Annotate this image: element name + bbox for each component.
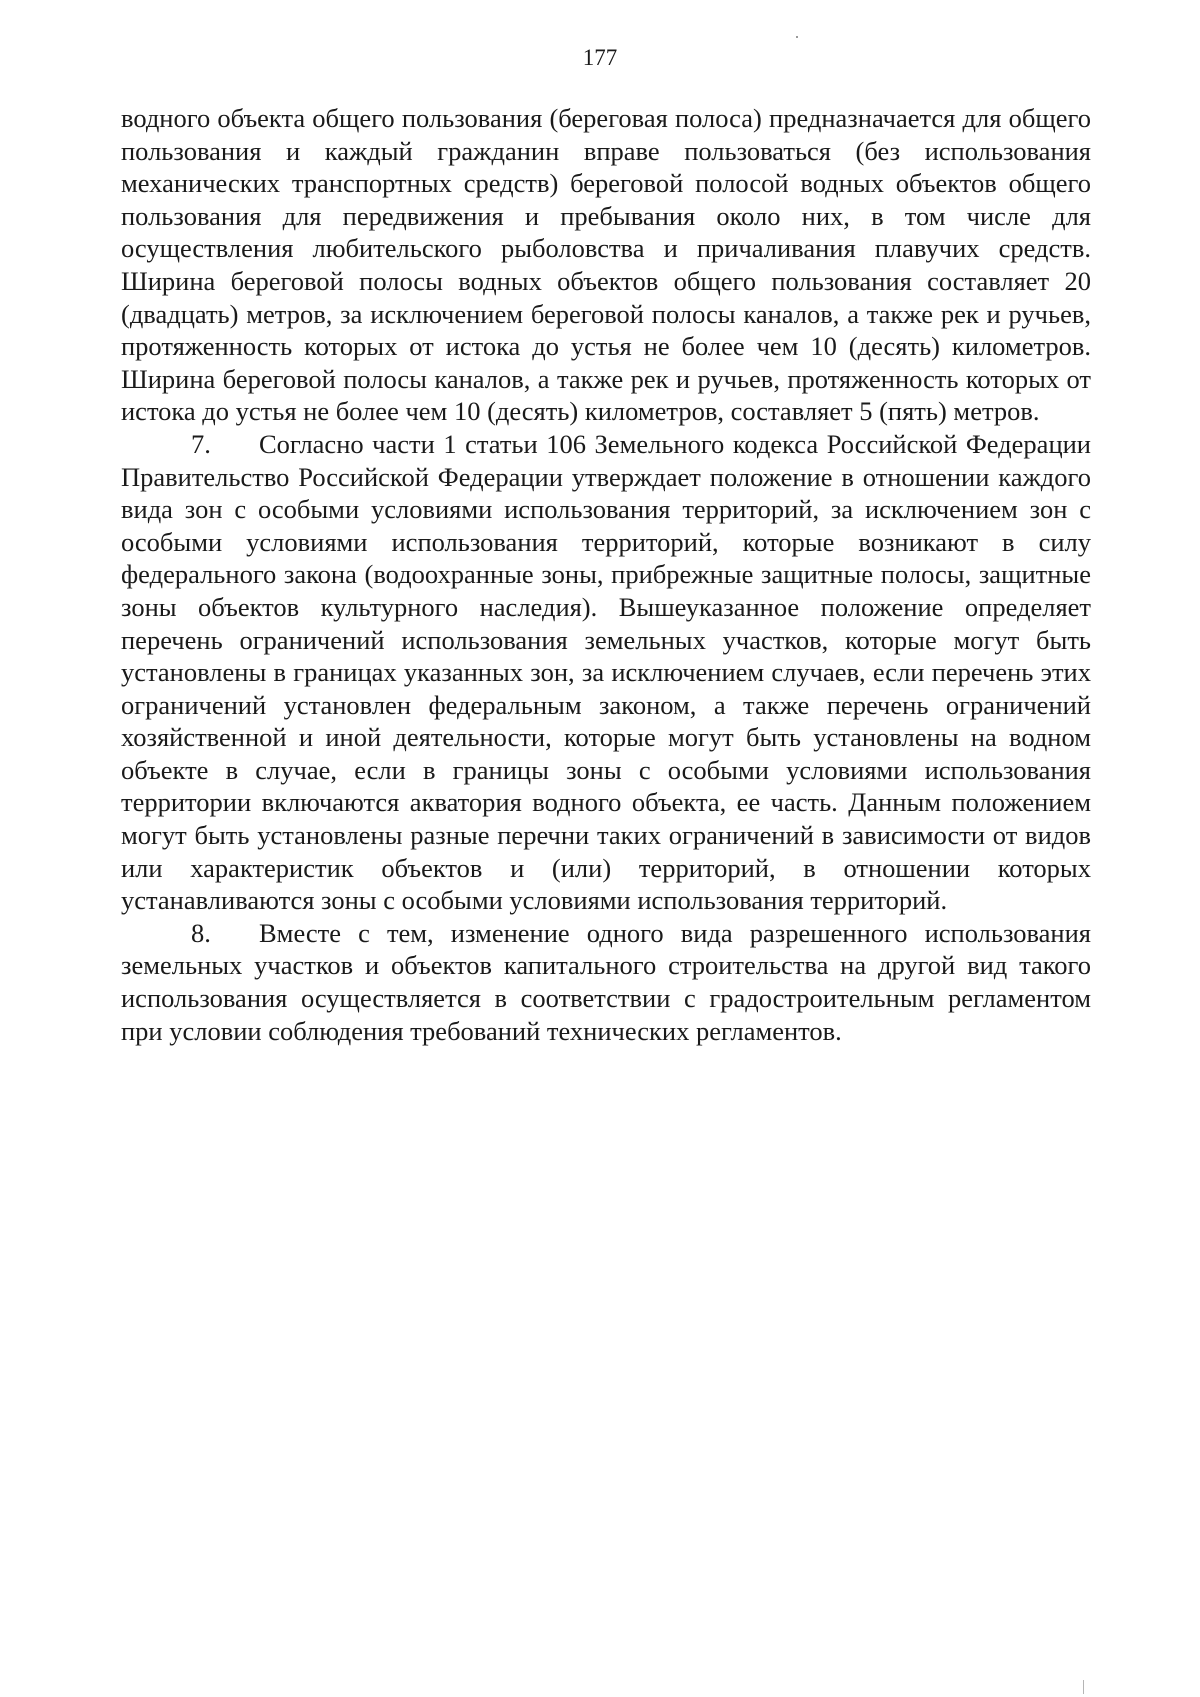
paragraph-continuation (121, 102, 1091, 428)
paragraph-text: Согласно части 1 статьи 106 Земельного кодекса Российской Федерации Правительство Российской Федерации утверждает положение в отношении каждого вида зон с особыми условиями использования территорий, за исключением зон с особыми условиями использования территорий, которые возникают в силу федерального закона (водоохранные зоны, прибрежные защитные полосы, защитные зоны объектов культурного наследия). Вышеуказанное положение определяет перечень ограничений использования земельных участков, которые могут быть установлены в границах указанных зон, за исключением случаев, если перечень этих ограничений установлен федеральным законом, а также перечень ограничений хозяйственной и иной деятельности, которые могут быть установлены на водном объекте в случае, если в границы зоны с особыми условиями использования территории включаются акватория водного объекта, ее часть. Данным положением могут быть установлены разные перечни таких ограничений в зависимости от видов или характеристик объектов и (или) территорий, в отношении которых устанавливаются зоны с особыми условиями использования территорий. (121, 428, 1091, 916)
paragraph-8 (121, 917, 1091, 1047)
scan-mark (1083, 1680, 1084, 1694)
page-number: 177 (582, 45, 618, 70)
paragraph-text: водного объекта общего пользования (береговая полоса) предназначается для общего пользования и каждый гражданин вправе пользоваться (без использования механических транспортных средств) береговой полосой водных объектов общего пользования для передвижения и пребывания около них, в том числе для осуществления любительского рыболовства и причаливания плавучих средств. Ширина береговой полосы водных объектов общего пользования составляет 20 (двадцать) метров, за исключением береговой полосы каналов, а также рек и ручьев, протяженность которых от истока до устья не более чем 10 (десять) километров. Ширина береговой полосы каналов, а также рек и ручьев, протяженность которых от истока до устья не более чем 10 (десять) километров, составляет 5 (пять) метров. (121, 103, 1091, 427)
document-body (121, 102, 1091, 1047)
paragraph-7 (121, 428, 1091, 917)
paragraph-text: Вместе с тем, изменение одного вида разрешенного использования земельных участков и объектов капитального строительства на другой вид такого использования осуществляется в соответствии с градостроительным регламентом при условии соблюдения требований технических регламентов. (121, 917, 1091, 1046)
paragraph-number: 8. (191, 917, 211, 948)
scan-speck (796, 36, 798, 38)
paragraph-number: 7. (191, 428, 211, 459)
